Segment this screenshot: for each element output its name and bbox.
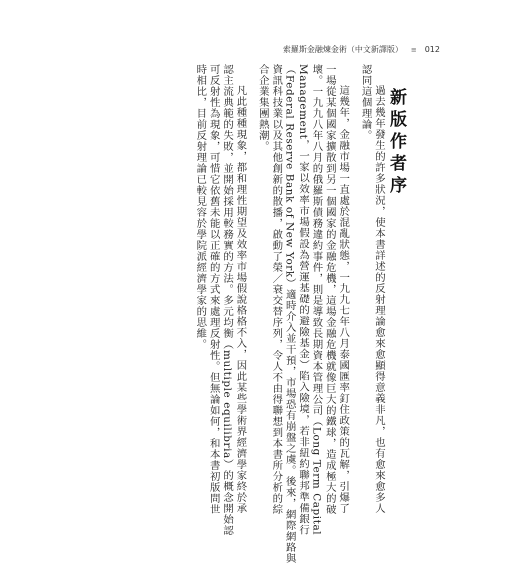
text-column: 時相比，目前反射理論已較見容於學院派經濟學家的思維。 bbox=[194, 64, 207, 350]
text-column: 凡此種種現象，都和理性期望及效率市場假說格格不入，因此某些學術界經濟學家終於承 bbox=[234, 85, 247, 514]
text-column: 壞。一九九八年八月的俄羅斯債務違約事件，則是導致長期資本管理公司（Long Term Capital bbox=[310, 64, 323, 536]
text-column: 一場從某個國家擴散到另一個國家的金融危機，這場金融危機就像巨大的鐵球，造成極大的破 bbox=[323, 64, 336, 515]
text-column: Management，一家以效率市場假設為營運基礎的避險基金）陷入險境，若非紐約聯邦準備銀行 bbox=[297, 64, 310, 536]
section-title: 新版作者序 bbox=[386, 88, 406, 198]
text-column: （Federal Reserve Bank of New York）適時介入並干預，市場恐有崩盤之虞。後來，網際網路與 bbox=[283, 64, 296, 564]
book-title: 索羅斯金融煉金術（中文新譯版） bbox=[282, 45, 403, 54]
text-column: 認同這個理論。 bbox=[359, 64, 372, 141]
text-column: 資訊科技業以及其他創新的散播，啟動了榮／衰交替序列，令人不由得聯想到本書所分析的綜 bbox=[270, 64, 283, 515]
text-column: 過去幾年發生的許多狀況，使本書詳述的反射理論愈來愈顯得意義非凡，也有愈來愈多人 bbox=[373, 85, 385, 514]
paragraph-gap bbox=[351, 64, 357, 422]
text-column: 合企業集團熱潮。 bbox=[256, 64, 269, 152]
running-head bbox=[283, 44, 440, 55]
body-text bbox=[94, 64, 385, 564]
text-column: 這幾年，金融市場一直處於混亂狀態，一九九七年八月泰國匯率釘住政策的瓦解，引爆了 bbox=[337, 85, 350, 514]
header-separator: ≡ bbox=[410, 45, 417, 54]
page-number: 012 bbox=[424, 45, 440, 54]
text-column: 認主流典範的失敗，並開始採用較務實的方法。多元均衡（multiple equilibria）的概念開始認 bbox=[221, 64, 234, 536]
paragraph-gap bbox=[248, 64, 254, 422]
text-column: 可反射性為現象，可惜它依舊未能以正確的方式來處理反射性。但無論如何，和本書初版問世 bbox=[207, 64, 220, 515]
